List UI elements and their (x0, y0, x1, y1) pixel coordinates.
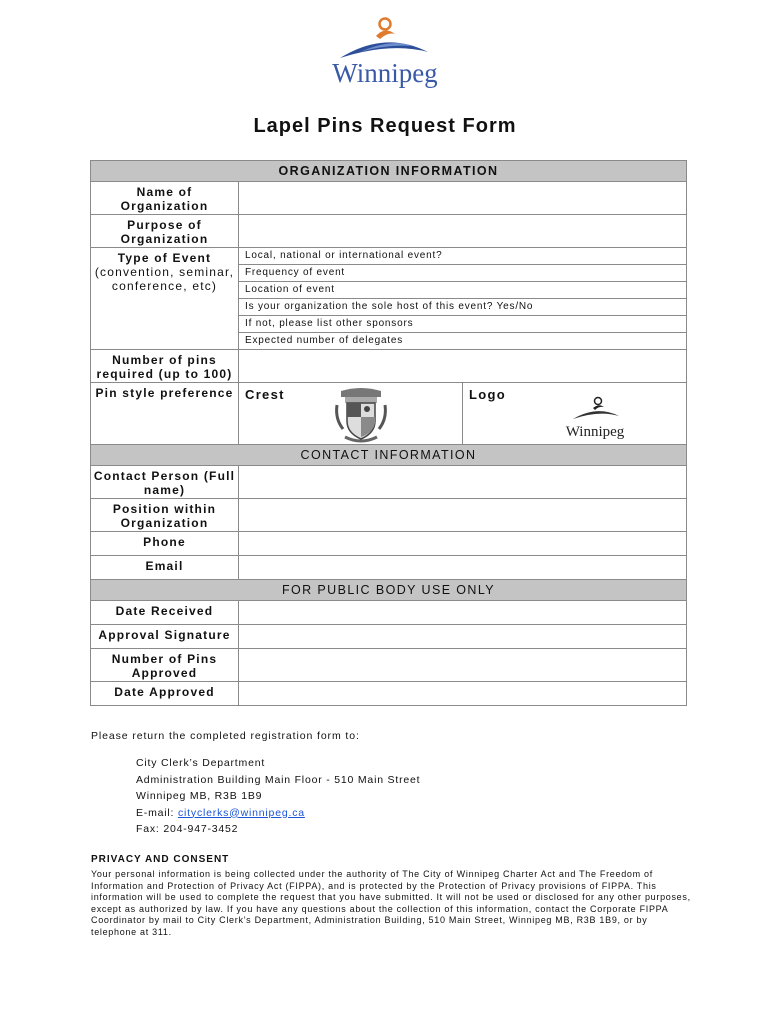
section-title-contact: CONTACT INFORMATION (91, 445, 687, 466)
input-name-of-org[interactable] (239, 182, 687, 215)
form-title: Lapel Pins Request Form (253, 115, 517, 137)
input-email[interactable] (239, 556, 687, 580)
row-num-pins (91, 350, 687, 383)
input-date-received[interactable] (239, 601, 687, 625)
row-name-of-org (91, 182, 687, 215)
label-event-type-detail: (convention, seminar, conference, etc) (94, 265, 235, 293)
input-num-pins[interactable] (239, 350, 687, 383)
event-subfield-row[interactable] (239, 333, 686, 349)
svg-text:Winnipeg: Winnipeg (565, 424, 625, 440)
address-dept: City Clerk’s Department (136, 757, 266, 769)
input-num-approved[interactable] (239, 649, 687, 682)
address-city: Winnipeg MB, R3B 1B9 (136, 790, 263, 802)
privacy-title: PRIVACY AND CONSENT (91, 854, 230, 865)
event-subfield-row[interactable] (239, 316, 686, 333)
row-event-type (91, 248, 687, 350)
label-contact-person: Contact Person (Full name) (91, 466, 239, 499)
section-title-org: ORGANIZATION INFORMATION (91, 161, 687, 182)
event-subfields (239, 248, 687, 350)
event-subfield-frequency: Frequency of event (245, 267, 346, 278)
address-building: Administration Building Main Floor - 510 Main Street (136, 773, 421, 786)
input-approval-signature[interactable] (239, 625, 687, 649)
label-purpose: Purpose of Organization (91, 215, 239, 248)
row-contact-person (91, 466, 687, 499)
label-date-approved: Date Approved (91, 682, 239, 706)
winnipeg-logo-small-icon (555, 393, 635, 443)
address-fax: Fax: 204-947-3452 (136, 823, 239, 835)
label-date-received: Date Received (91, 601, 239, 625)
email-prefix: E-mail: (136, 806, 178, 819)
label-event-type (91, 248, 239, 350)
pin-option-logo[interactable] (463, 383, 687, 445)
event-subfield-row[interactable] (239, 282, 686, 299)
return-address (136, 755, 420, 838)
winnipeg-logo-graphic (300, 12, 470, 102)
row-num-approved (91, 649, 687, 682)
section-header-contact (91, 445, 687, 466)
svg-text:Winnipeg: Winnipeg (332, 58, 438, 88)
email-link[interactable]: cityclerks@winnipeg.ca (178, 806, 305, 819)
label-pin-style: Pin style preference (91, 383, 239, 445)
row-date-received (91, 601, 687, 625)
section-title-public: FOR PUBLIC BODY USE ONLY (91, 580, 687, 601)
crest-label: Crest (245, 387, 285, 402)
event-subfield-delegates: Expected number of delegates (245, 335, 404, 346)
row-email (91, 556, 687, 580)
winnipeg-logo (300, 12, 470, 102)
event-subfield-sole-host: Is your organization the sole host of this event? Yes/No (245, 301, 534, 312)
pin-option-crest[interactable] (239, 383, 463, 445)
section-header-public (91, 580, 687, 601)
row-purpose (91, 215, 687, 248)
label-email: Email (91, 556, 239, 580)
input-position[interactable] (239, 499, 687, 532)
label-position: Position within Organization (91, 499, 239, 532)
return-instructions: Please return the completed registration form to: (91, 730, 360, 742)
event-subfield-row[interactable] (239, 265, 686, 282)
request-form-table (90, 160, 687, 706)
row-phone (91, 532, 687, 556)
event-subfield-sponsors: If not, please list other sponsors (245, 318, 414, 329)
event-subfield-local: Local, national or international event? (245, 250, 443, 261)
label-num-pins: Number of pins required (up to 100) (91, 350, 239, 383)
logo-label: Logo (469, 387, 506, 402)
input-purpose[interactable] (239, 215, 687, 248)
row-pin-style (91, 383, 687, 445)
privacy-body: Your personal information is being collected under the authority of The City of Winnipeg Charter Act and The Freedom of Information and Protection of Privacy Act (FIPPA), and is protected by the Protection of Privacy provisions of FIPPA. This information will be used to complete the request that you have submitted. It will not be used or disclosed for any other purposes, except as authorized by law. If you have any questions about the collection of this information, contact the Corporate FIPPA Coordinator by mail to City Clerk’s Department, Administration Building, 510 Main Street, Winnipeg MB, R3B 1B9, or by telephone at 311. (91, 869, 691, 937)
label-name-of-org: Name of Organization (91, 182, 239, 215)
row-approval-signature (91, 625, 687, 649)
label-event-type-title: Type of Event (117, 251, 212, 265)
row-position (91, 499, 687, 532)
input-phone[interactable] (239, 532, 687, 556)
section-header-org (91, 161, 687, 182)
input-contact-person[interactable] (239, 466, 687, 499)
event-subfield-row[interactable] (239, 299, 686, 316)
label-approval-signature: Approval Signature (91, 625, 239, 649)
event-subfield-row[interactable] (239, 248, 686, 265)
label-num-approved: Number of Pins Approved (91, 649, 239, 682)
address-email (136, 805, 420, 822)
label-phone: Phone (91, 532, 239, 556)
city-crest-icon (331, 385, 391, 445)
event-subfield-location: Location of event (245, 284, 335, 295)
input-date-approved[interactable] (239, 682, 687, 706)
row-date-approved (91, 682, 687, 706)
